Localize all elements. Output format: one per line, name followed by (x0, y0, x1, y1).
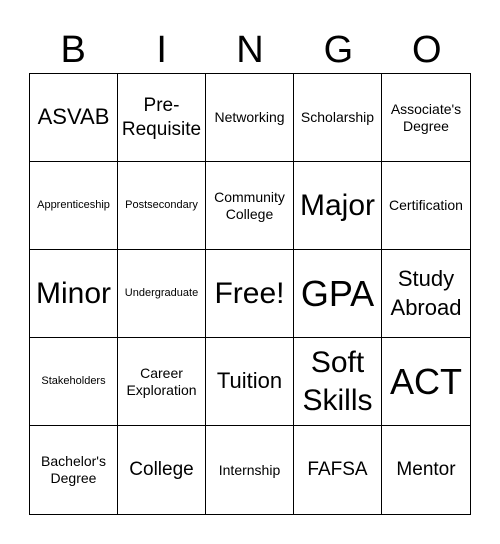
bingo-cell[interactable]: Stakeholders (30, 338, 118, 426)
bingo-cell[interactable]: College (118, 426, 206, 514)
header-letter-o: O (412, 29, 442, 71)
bingo-cell[interactable]: Bachelor's Degree (30, 426, 118, 514)
header-letter-i: I (156, 29, 167, 71)
bingo-cell[interactable]: Networking (206, 74, 294, 162)
bingo-cell[interactable]: Associate's Degree (382, 74, 470, 162)
bingo-cell[interactable]: ACT (382, 338, 470, 426)
bingo-cell[interactable]: Community College (206, 162, 294, 250)
header-letter-b: B (60, 29, 86, 71)
header-letter-g: G (323, 29, 354, 71)
bingo-cell[interactable]: ASVAB (30, 74, 118, 162)
bingo-cell[interactable]: Pre-Requisite (118, 74, 206, 162)
bingo-cell[interactable]: FAFSA (294, 426, 382, 514)
bingo-cell[interactable]: Career Exploration (118, 338, 206, 426)
header-letter-n: N (236, 29, 264, 71)
bingo-cell[interactable]: Major (294, 162, 382, 250)
bingo-cell[interactable]: Tuition (206, 338, 294, 426)
bingo-cell[interactable]: Scholarship (294, 74, 382, 162)
bingo-cell[interactable]: Certification (382, 162, 470, 250)
bingo-free-space[interactable]: Free! (206, 250, 294, 338)
bingo-cell[interactable]: Study Abroad (382, 250, 470, 338)
bingo-cell[interactable]: GPA (294, 250, 382, 338)
bingo-cell[interactable]: Soft Skills (294, 338, 382, 426)
bingo-cell[interactable]: Postsecondary (118, 162, 206, 250)
bingo-cell[interactable]: Apprenticeship (30, 162, 118, 250)
bingo-cell[interactable]: Mentor (396, 459, 456, 481)
bingo-header (29, 26, 471, 74)
bingo-cell[interactable]: Minor (30, 250, 118, 338)
bingo-cell[interactable]: Undergraduate (118, 250, 206, 338)
bingo-cell[interactable]: Internship (206, 426, 294, 514)
bingo-card-grid (29, 73, 471, 515)
